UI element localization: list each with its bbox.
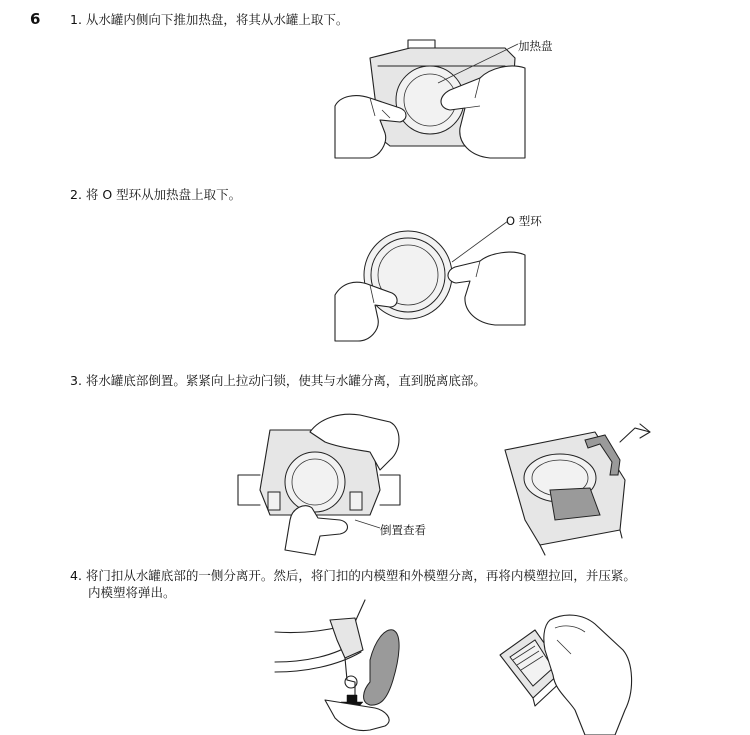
step-4-instruction-line-1: 4. 将门扣从水罐底部的一侧分离开。然后，将门扣的内模塑和外模塑分离，再将内模塑拉回，并压紧。: [70, 568, 636, 583]
o-ring-callout: O 型环: [506, 214, 542, 228]
step-1-illustration: [330, 38, 530, 163]
step-4-left-illustration: [275, 600, 415, 735]
step-4-instruction-line-2: 内模塑将弹出。: [88, 585, 176, 600]
step-3-right-illustration: [500, 420, 660, 555]
inverted-view-callout: 倒置查看: [380, 523, 426, 537]
heating-plate-callout: 加热盘: [518, 39, 553, 53]
step-1-instruction: 1. 从水罐内侧向下推加热盘，将其从水罐上取下。: [70, 12, 349, 27]
step-number: 6: [30, 10, 41, 28]
step-3-instruction: 3. 将水罐底部倒置。紧紧向上拉动闩锁，使其与水罐分离，直到脱离底部。: [70, 373, 486, 388]
step-3-left-illustration: [230, 410, 410, 555]
step-4-right-illustration: [495, 610, 640, 735]
step-2-instruction: 2. 将 O 型环从加热盘上取下。: [70, 187, 242, 202]
step-2-illustration: [330, 215, 530, 345]
